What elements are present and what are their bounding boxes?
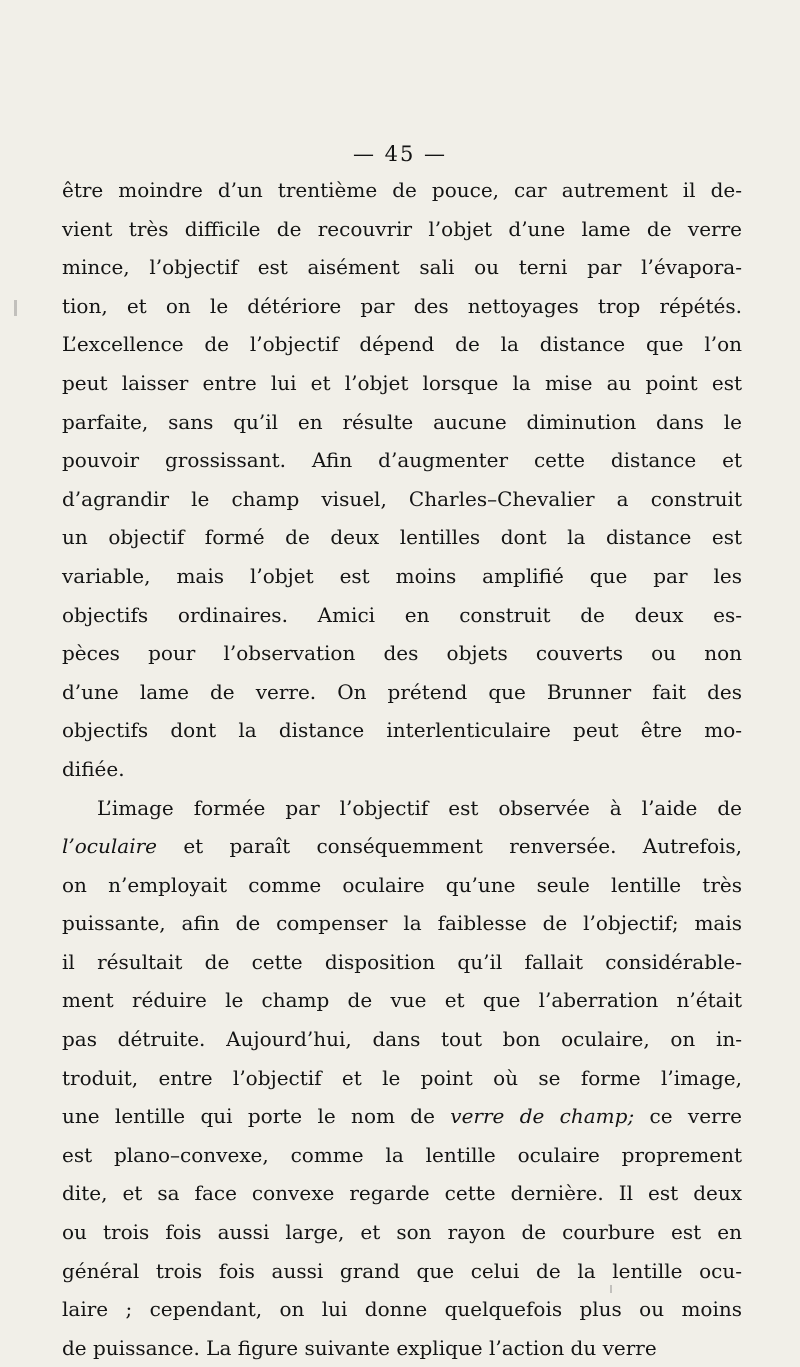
text-segment: ce verre (634, 1104, 742, 1128)
text-line: dite, et sa face convexe regarde cette dernière. Il est deux (62, 1174, 742, 1213)
body-text (62, 171, 742, 1367)
italic-term: l’oculaire (62, 834, 157, 858)
text-line: est plano–convexe, comme la lentille oculaire proprement (62, 1136, 742, 1175)
text-line: peut laisser entre lui et l’objet lorsque la mise au point est (62, 364, 742, 403)
paper-mark (14, 300, 17, 316)
text-line (62, 1097, 742, 1136)
text-segment: et paraît conséquemment renversée. Autrefois, (157, 834, 742, 858)
text-line: ment réduire le champ de vue et que l’aberration n’était (62, 981, 742, 1020)
text-line: pouvoir grossissant. Afin d’augmenter cette distance et (62, 441, 742, 480)
text-line: troduit, entre l’objectif et le point où se forme l’image, (62, 1059, 742, 1098)
text-line: on n’employait comme oculaire qu’une seule lentille très (62, 866, 742, 905)
text-line: laire ; cependant, on lui donne quelquefois plus ou moins (62, 1290, 742, 1329)
text-line: ou trois fois aussi large, et son rayon de courbure est en (62, 1213, 742, 1252)
text-segment: une lentille qui porte le nom de (62, 1104, 450, 1128)
text-line: objectifs dont la distance interlenticulaire peut être mo- (62, 711, 742, 750)
text-line: il résultait de cette disposition qu’il fallait considérable- (62, 943, 742, 982)
text-line: général trois fois aussi grand que celui de la lentille ocu- (62, 1252, 742, 1291)
text-line: pas détruite. Aujourd’hui, dans tout bon oculaire, on in- (62, 1020, 742, 1059)
text-line: un objectif formé de deux lentilles dont la distance est (62, 518, 742, 557)
text-line: être moindre d’un trentième de pouce, car autrement il de- (62, 171, 742, 210)
text-line: mince, l’objectif est aisément sali ou terni par l’évapora- (62, 248, 742, 287)
page-number: — 45 — (0, 139, 800, 169)
italic-term: verre de champ; (450, 1104, 634, 1128)
text-line: L’image formée par l’objectif est observée à l’aide de (62, 789, 742, 828)
text-line: parfaite, sans qu’il en résulte aucune diminution dans le (62, 403, 742, 442)
paragraph-1 (62, 171, 742, 789)
text-line: d’agrandir le champ visuel, Charles–Chevalier a construit (62, 480, 742, 519)
text-line: vient très difficile de recouvrir l’objet d’une lame de verre (62, 210, 742, 249)
text-line: L’excellence de l’objectif dépend de la distance que l’on (62, 325, 742, 364)
text-line: objectifs ordinaires. Amici en construit de deux es- (62, 596, 742, 635)
text-line: pèces pour l’observation des objets couverts ou non (62, 634, 742, 673)
text-line: variable, mais l’objet est moins amplifié que par les (62, 557, 742, 596)
text-line: d’une lame de verre. On prétend que Brunner fait des (62, 673, 742, 712)
paragraph-2 (62, 789, 742, 1367)
text-line (62, 827, 742, 866)
paper-mark (610, 1285, 612, 1293)
text-line: puissante, afin de compenser la faiblesse de l’objectif; mais (62, 904, 742, 943)
text-line: tion, et on le détériore par des nettoyages trop répétés. (62, 287, 742, 326)
text-line: difiée. (62, 750, 742, 789)
text-line: de puissance. La figure suivante explique l’action du verre (62, 1329, 742, 1367)
